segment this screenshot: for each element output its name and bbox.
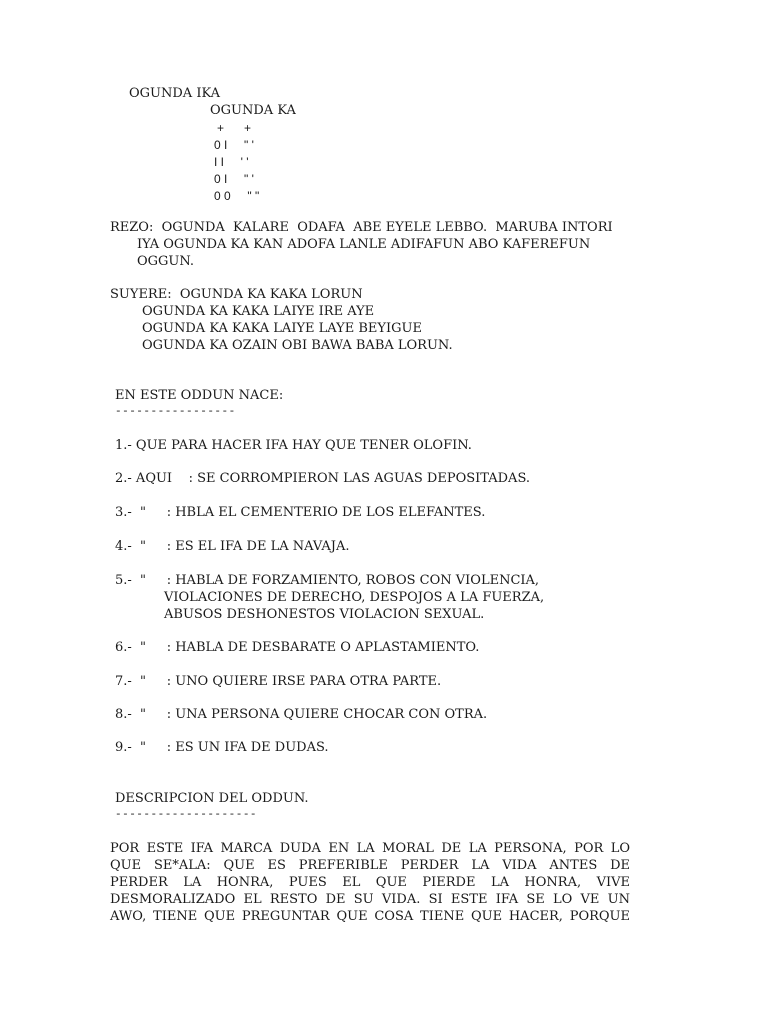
section-heading-descripcion: DESCRIPCION DEL ODDUN. [115, 791, 309, 806]
suyere-line: OGUNDA KA OZAIN OBI BAWA BABA LORUN. [142, 338, 453, 353]
oddun-subtitle: OGUNDA KA [210, 103, 296, 118]
list-item-continuation: ABUSOS DESHONESTOS VIOLACION SEXUAL. [164, 607, 485, 622]
oddun-title: OGUNDA IKA [129, 86, 221, 101]
suyere-line: OGUNDA KA KAKA LAIYE IRE AYE [142, 304, 375, 319]
suyere-line: OGUNDA KA KAKA LAIYE LAYE BEYIGUE [142, 321, 422, 336]
paragraph-line: DESMORALIZADO EL RESTO DE SU VIDA. SI ESTE IFA SE LO VE UN [110, 892, 630, 907]
paragraph-line: POR ESTE IFA MARCA DUDA EN LA MORAL DE LA PERSONA, POR LO [110, 841, 630, 856]
oddun-mark-row: 0 I " ' [214, 138, 254, 152]
section-rule: ----------------- [115, 406, 236, 418]
oddun-mark-row: 0 I " ' [214, 172, 254, 186]
rezo-line: REZO: OGUNDA KALARE ODAFA ABE EYELE LEBBO. MARUBA INTORI [110, 220, 613, 235]
list-item: 1.- QUE PARA HACER IFA HAY QUE TENER OLOFIN. [115, 438, 472, 453]
paragraph-line: PERDER LA HONRA, PUES EL QUE PIERDE LA HONRA, VIVE [110, 875, 630, 890]
list-item: 6.- " : HABLA DE DESBARATE O APLASTAMIENTO. [115, 640, 480, 655]
list-item: 9.- " : ES UN IFA DE DUDAS. [115, 740, 329, 755]
section-rule: -------------------- [115, 809, 258, 821]
list-item: 2.- AQUI : SE CORROMPIERON LAS AGUAS DEPOSITADAS. [115, 471, 531, 486]
list-item: 7.- " : UNO QUIERE IRSE PARA OTRA PARTE. [115, 674, 442, 689]
list-item: 8.- " : UNA PERSONA QUIERE CHOCAR CON OTRA. [115, 707, 488, 722]
paragraph-line: QUE SE*ALA: QUE ES PREFERIBLE PERDER LA VIDA ANTES DE [110, 858, 630, 873]
list-item: 3.- " : HBLA EL CEMENTERIO DE LOS ELEFANTES. [115, 505, 486, 520]
list-item: 5.- " : HABLA DE FORZAMIENTO, ROBOS CON VIOLENCIA, [115, 573, 540, 588]
section-heading-nace: EN ESTE ODDUN NACE: [115, 388, 284, 403]
paragraph-line: AWO, TIENE QUE PREGUNTAR QUE COSA TIENE QUE HACER, PORQUE [110, 909, 630, 924]
rezo-line: IYA OGUNDA KA KAN ADOFA LANLE ADIFAFUN ABO KAFEREFUN [137, 237, 591, 252]
rezo-line: OGGUN. [137, 254, 195, 269]
suyere-line: SUYERE: OGUNDA KA KAKA LORUN [110, 287, 363, 302]
list-item-continuation: VIOLACIONES DE DERECHO, DESPOJOS A LA FUERZA, [164, 590, 545, 605]
oddun-mark-row: 0 0 " " [214, 189, 260, 203]
oddun-mark-row: + + [217, 121, 252, 135]
oddun-mark-row: I I ' ' [214, 155, 249, 169]
list-item: 4.- " : ES EL IFA DE LA NAVAJA. [115, 539, 350, 554]
